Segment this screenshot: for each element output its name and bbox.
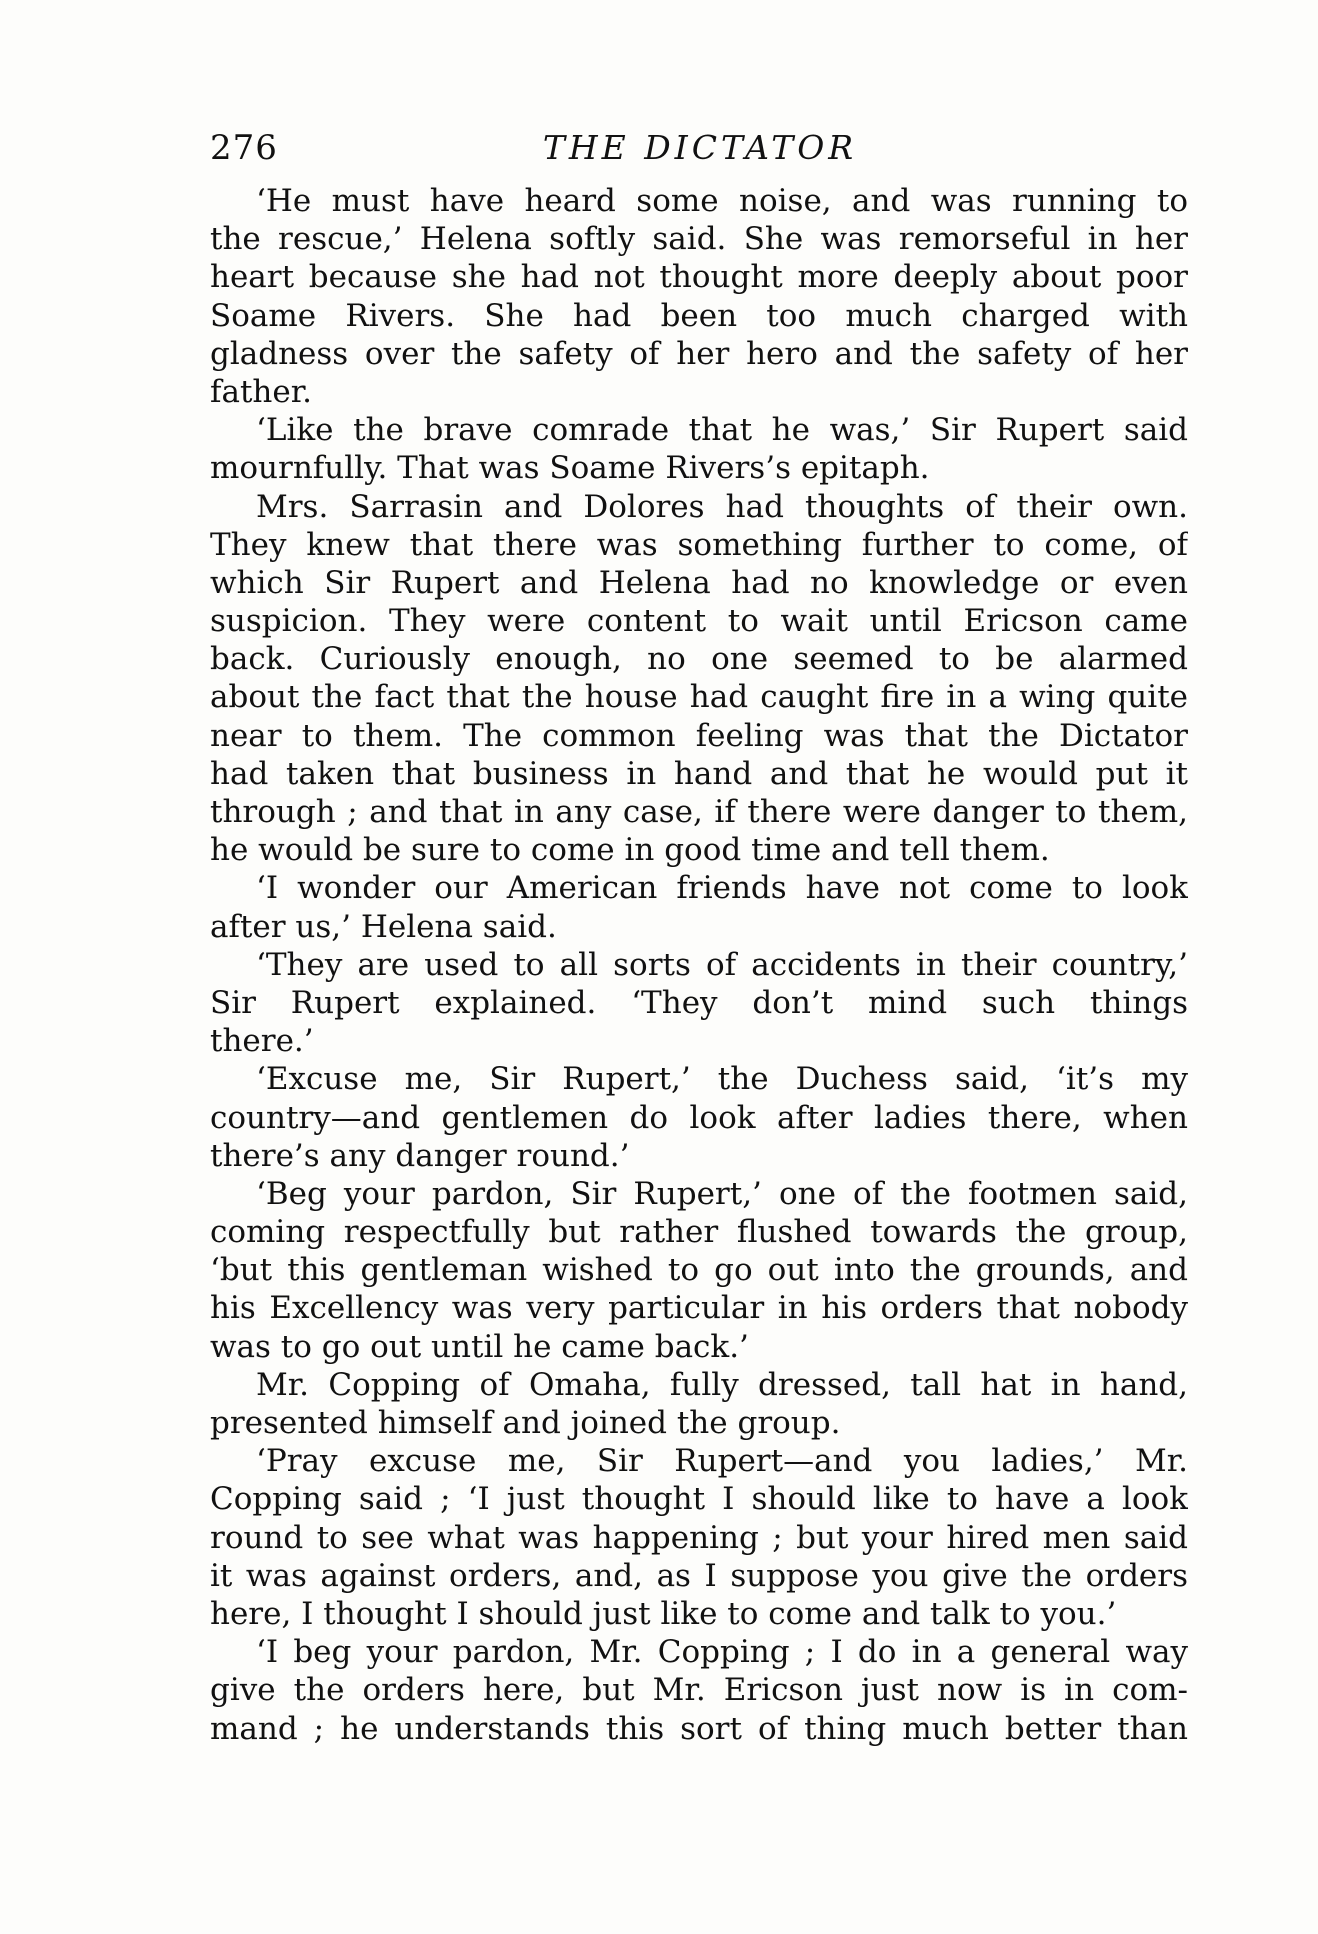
text-line: coming respectfully but rather flushed towards the group, (210, 1214, 1188, 1251)
body-text (210, 182, 1188, 1748)
text-line: near to them. The common feeling was that the Dictator (210, 717, 1188, 754)
text-line: father. (210, 373, 312, 410)
text-line: gladness over the safety of her hero and the safety of her (210, 335, 1188, 372)
text-line: ‘Pray excuse me, Sir Rupert—and you ladies,’ Mr. (256, 1443, 1188, 1480)
text-line: his Excellency was very particular in his orders that nobody (210, 1290, 1188, 1327)
text-line: back. Curiously enough, no one seemed to be alarmed (210, 641, 1188, 678)
text-line: he would be sure to come in good time and tell them. (210, 832, 1050, 869)
text-line: mournfully. That was Soame Rivers’s epitaph. (210, 450, 930, 487)
page-number: 276 (210, 128, 278, 168)
text-line: ‘Excuse me, Sir Rupert,’ the Duchess said, ‘it’s my (256, 1061, 1188, 1098)
text-line: ‘Beg your pardon, Sir Rupert,’ one of the footmen said, (256, 1175, 1188, 1212)
text-line: Soame Rivers. She had been too much charged with (210, 297, 1188, 334)
text-line: there.’ (210, 1023, 314, 1060)
text-line: ‘They are used to all sorts of accidents in their country,’ (256, 946, 1188, 983)
text-line: Mr. Copping of Omaha, fully dressed, tall hat in hand, (256, 1366, 1188, 1403)
text-line: ‘but this gentleman wished to go out into the grounds, and (210, 1252, 1188, 1289)
text-line: country—and gentlemen do look after ladies there, when (210, 1099, 1188, 1136)
text-line: the rescue,’ Helena softly said. She was remorseful in her (210, 221, 1188, 258)
text-line: about the fact that the house had caught fire in a wing quite (210, 679, 1188, 716)
page-header (210, 122, 1190, 174)
text-line: Copping said ; ‘I just thought I should like to have a look (210, 1481, 1188, 1518)
text-line: there’s any danger round.’ (210, 1137, 630, 1174)
text-line: round to see what was happening ; but your hired men said (210, 1519, 1188, 1556)
text-line: after us,’ Helena said. (210, 908, 557, 945)
text-line: it was against orders, and, as I suppose you give the orders (210, 1557, 1188, 1594)
text-line: ‘I beg your pardon, Mr. Copping ; I do in a general way (256, 1634, 1188, 1671)
text-line: ‘I wonder our American friends have not come to look (256, 870, 1188, 907)
text-line: had taken that business in hand and that he would put it (210, 755, 1188, 792)
running-title: THE DICTATOR (542, 128, 858, 167)
text-line: Mrs. Sarrasin and Dolores had thoughts of their own. (256, 488, 1188, 525)
text-line: Sir Rupert explained. ‘They don’t mind such things (210, 984, 1188, 1021)
text-line: heart because she had not thought more deeply about poor (210, 259, 1188, 296)
text-line: mand ; he understands this sort of thing much better than (210, 1710, 1188, 1747)
text-line: was to go out until he came back.’ (210, 1328, 749, 1365)
text-line: which Sir Rupert and Helena had no knowledge or even (210, 564, 1188, 601)
text-line: presented himself and joined the group. (210, 1405, 841, 1441)
text-line: here, I thought I should just like to come and talk to you.’ (210, 1595, 1117, 1632)
text-line: ‘Like the brave comrade that he was,’ Sir Rupert said (256, 412, 1188, 449)
text-line: through ; and that in any case, if there were danger to them, (210, 794, 1188, 830)
text-line: They knew that there was something further to come, of (210, 526, 1188, 563)
text-line: ‘He must have heard some noise, and was running to (256, 183, 1188, 219)
text-line: suspicion. They were content to wait until Ericson came (210, 603, 1188, 640)
text-line: give the orders here, but Mr. Ericson just now is in com- (210, 1672, 1188, 1709)
